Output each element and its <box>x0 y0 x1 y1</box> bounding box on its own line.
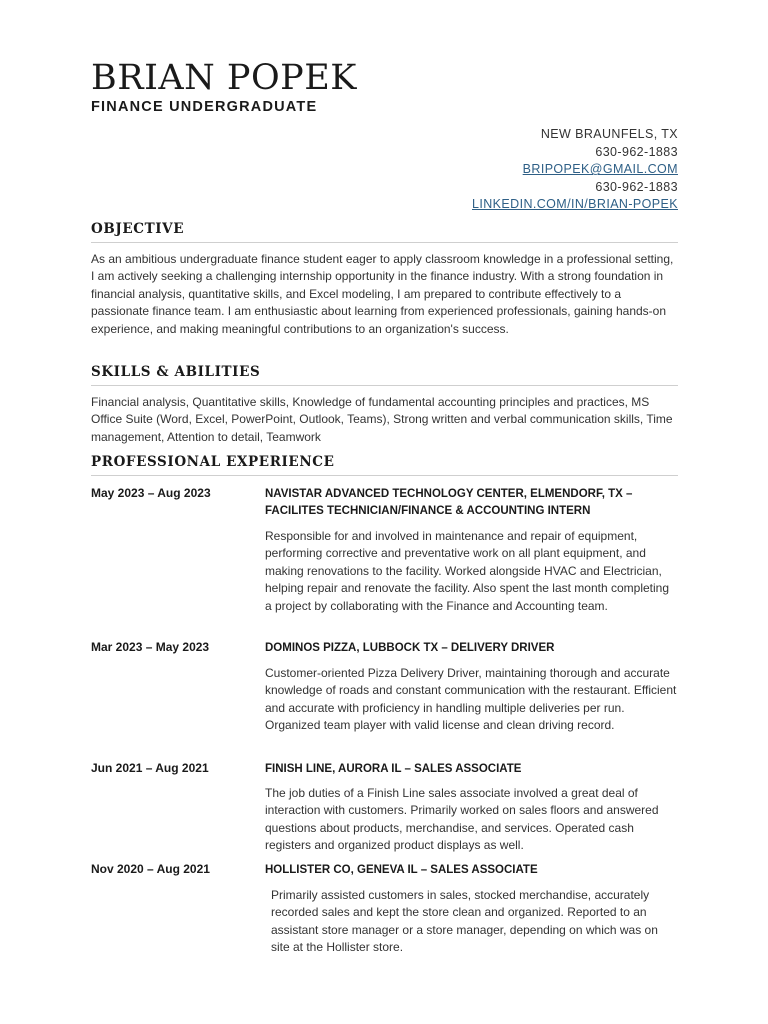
candidate-tagline: FINANCE UNDERGRADUATE <box>91 99 318 115</box>
job-dates: Jun 2021 – Aug 2021 <box>91 761 209 775</box>
resume-page <box>91 0 678 1024</box>
contact-linkedin-link[interactable]: LINKEDIN.COM/IN/BRIAN-POPEK <box>472 197 678 212</box>
job-description: Primarily assisted customers in sales, stocked merchandise, accurately recorded sales and kept the store clean and organized. Reported to an assistant store manager or a store manager, depending on which was on site at the Hollister store. <box>271 888 658 955</box>
job-title: NAVISTAR ADVANCED TECHNOLOGY CENTER, ELMENDORF, TX – FACILITES TECHNICIAN/FINANCE & ACCOUNTING INTERN <box>265 488 633 517</box>
job-title: HOLLISTER CO, GENEVA IL – SALES ASSOCIATE <box>265 864 538 876</box>
candidate-name: BRIAN POPEK <box>91 58 357 98</box>
contact-email-link[interactable]: BRIPOPEK@GMAIL.COM <box>522 162 678 177</box>
job-dates: Mar 2023 – May 2023 <box>91 640 210 654</box>
experience-heading: PROFESSIONAL EXPERIENCE <box>91 454 678 476</box>
contact-phone: 630-962-1883 <box>595 144 678 159</box>
job-dates: May 2023 – Aug 2023 <box>91 486 211 500</box>
job-description: The job duties of a Finish Line sales associate involved a great deal of interaction with customers. Primarily worked on sales floors and answered questions about products, merchandise, and services. Operated cash registers and organized product displays as well. <box>265 786 659 853</box>
job-description: Customer-oriented Pizza Delivery Driver, maintaining thorough and accurate knowledge of roads and constant communication with the restaurant. Efficient and accurate with proficiency in handling multiple deliveries per run. Organized team player with valid license and clean driving record. <box>265 666 677 733</box>
skills-text: Financial analysis, Quantitative skills, Knowledge of fundamental accounting principles and practices, MS Office Suite (Word, Excel, PowerPoint, Outlook, Teams), Strong written and verbal communication skills, Time management, Attention to detail, Teamwork <box>91 395 673 444</box>
job-title: FINISH LINE, AURORA IL – SALES ASSOCIATE <box>265 763 522 775</box>
objective-text: As an ambitious undergraduate finance student eager to apply classroom knowledge in a professional setting, I am actively seeking a challenging internship opportunity in the finance industry. With a strong foundation in financial analysis, quantitative skills, and Excel modeling, I am prepared to contribute effectively to a passionate finance team. I am enthusiastic about learning from experienced professionals, gaining hands-on experience, and making meaningful contributions to an organization's success. <box>91 252 674 336</box>
skills-heading: SKILLS & ABILITIES <box>91 364 678 386</box>
contact-phone-secondary: 630-962-1883 <box>595 179 678 194</box>
contact-location: NEW BRAUNFELS, TX <box>540 127 678 141</box>
contact-block <box>472 126 678 214</box>
job-title: DOMINOS PIZZA, LUBBOCK TX – DELIVERY DRIVER <box>265 642 555 654</box>
job-dates: Nov 2020 – Aug 2021 <box>91 862 210 876</box>
objective-heading: OBJECTIVE <box>91 221 678 243</box>
job-description: Responsible for and involved in maintenance and repair of equipment, performing corrective and preventative work on all plant equipment, and making renovations to the facility. Worked alongside HVAC and Electrician, helping repair and renovate the facility. Also spent the last month completing a project by collaborating with the Finance and Accounting team. <box>265 529 670 613</box>
